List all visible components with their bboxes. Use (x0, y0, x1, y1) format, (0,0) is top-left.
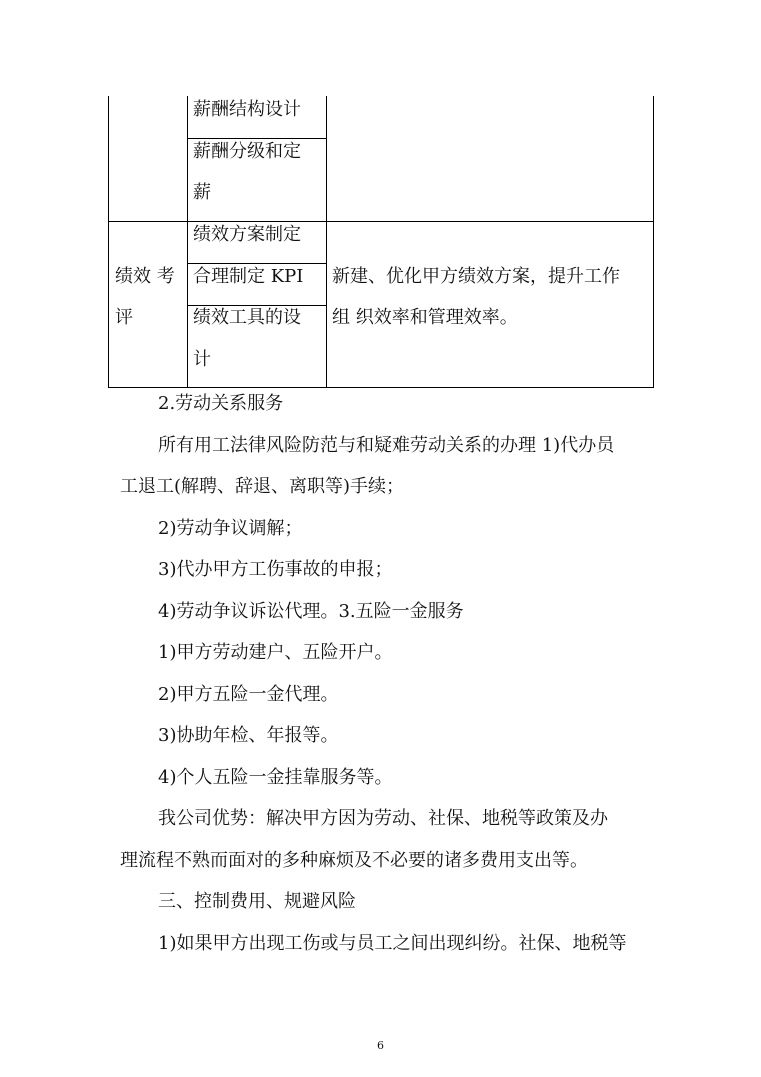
table-cell-item: 计 (193, 349, 211, 370)
table-cell-item: 合理制定 KPI (193, 266, 304, 287)
table-cell-item: 薪酬结构设计 (193, 99, 301, 120)
table-cell-description: 新建、优化甲方绩效方案，提升工作 (332, 266, 620, 287)
table-cell-item: 薪 (193, 182, 211, 203)
paragraph-line: 3)代办甲方工伤事故的申报； (158, 559, 393, 580)
table-border (108, 96, 109, 388)
paragraph-line: 2)甲方五险一金代理。 (158, 683, 339, 705)
table-cell-category: 绩效 考 (115, 266, 175, 287)
page-number: 6 (377, 1039, 384, 1052)
paragraph-line: 4)个人五险一金挂靠服务等。 (158, 766, 393, 788)
table-border (653, 96, 654, 388)
paragraph-line: 理流程不熟而面对的多种麻烦及不必要的诸多费用支出等。 (120, 849, 588, 871)
paragraph-line: 1)甲方劳动建户、五险开户。 (158, 642, 393, 663)
table-border (108, 221, 654, 222)
table-cell-description: 组 织效率和管理效率。 (332, 307, 518, 328)
paragraph-line: 1)如果甲方出现工伤或与员工之间出现纠纷。社保、地税等 (158, 932, 627, 954)
paragraph-line: 所有用工法律风险防范与和疑难劳动关系的办理 1)代办员 (158, 434, 615, 456)
paragraph-line: 我公司优势：解决甲方因为劳动、社保、地税等政策及办 (158, 808, 608, 829)
paragraph-line: 2)劳动争议调解； (158, 517, 303, 539)
paragraph-line: 4)劳动争议诉讼代理。3.五险一金服务 (158, 600, 464, 622)
paragraph-line: 3)协助年检、年报等。 (158, 725, 339, 746)
paragraph-line: 工退工(解聘、辞退、离职等)手续； (120, 476, 405, 497)
table-border (326, 96, 327, 388)
table-cell-category: 评 (115, 307, 133, 328)
table-cell-item: 绩效方案制定 (193, 224, 301, 245)
table-cell-item: 薪酬分级和定 (193, 141, 301, 162)
table-border (187, 96, 188, 388)
paragraph-line: 三、控制费用、规避风险 (158, 891, 356, 912)
paragraph-line: 2.劳动关系服务 (158, 393, 284, 414)
table-cell-item: 绩效工具的设 (193, 307, 301, 328)
